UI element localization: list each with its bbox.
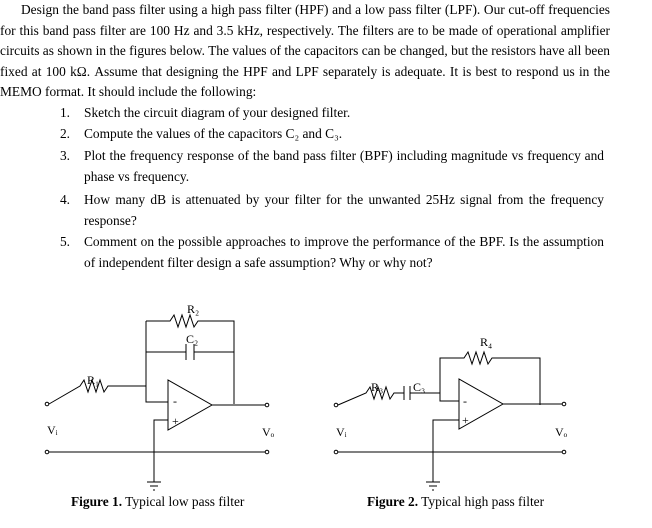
label-vout: Vₒ — [262, 425, 275, 439]
input-ground-terminal — [334, 450, 338, 454]
label-r4: R₄ — [480, 335, 493, 349]
output-terminal — [562, 402, 566, 406]
output-terminal — [265, 403, 269, 407]
caption-label: Figure 1. — [71, 494, 123, 509]
label-minus: - — [463, 394, 467, 408]
question-text: Sketch the circuit diagram of your designed filter. — [84, 105, 351, 120]
question-text: How many dB is attenuated by your filter for the unwanted 25Hz signal from the frequency response? — [84, 192, 604, 228]
inverting-node-wire — [440, 393, 459, 401]
capacitor-c2 — [146, 344, 234, 404]
ground-symbol — [147, 420, 168, 490]
label-minus: - — [173, 394, 177, 408]
ground-symbol — [426, 420, 459, 490]
question-number: 2. — [59, 126, 70, 141]
label-r1: R₁ — [87, 373, 100, 387]
question-number: 4. — [59, 192, 70, 207]
resistor-r3 — [338, 387, 402, 405]
caption-text: Typical high pass filter — [418, 494, 545, 509]
high-pass-filter-circuit — [334, 352, 566, 490]
figure2-caption — [367, 494, 544, 510]
output-ground-terminal — [265, 450, 269, 454]
low-pass-filter-circuit — [45, 315, 269, 490]
question-text: Comment on the possible approaches to improve the performance of the BPF. Is the assumption of independent filter design a safe assumption? Why or why not? — [84, 234, 604, 270]
question-text: Plot the frequency response of the band pass filter (BPF) including magnitude vs frequency and phase vs frequency. — [84, 148, 604, 184]
label-vin: Vᵢ — [336, 425, 347, 439]
label-plus: + — [462, 413, 469, 427]
label-c2: C₂ — [186, 332, 199, 346]
question-number: 5. — [59, 234, 70, 249]
label-r3: R₃ — [371, 380, 384, 394]
caption-label: Figure 2. — [367, 494, 419, 509]
label-vout: Vₒ — [555, 425, 568, 439]
output-ground-terminal — [562, 450, 566, 454]
inverting-node-wire — [146, 321, 168, 402]
question-text: Compute the values of the capacitors C₂ and C₃. — [84, 126, 343, 141]
question-number: 3. — [59, 148, 70, 163]
problem-intro: Design the band pass filter using a high pass filter (HPF) and a low pass filter (LPF). Our cut-off frequencies for this band pass filter are 100 Hz and 3.5 kHz, respectively. The filters are to be made of operational amplifier circuits as shown in the figures below. The values of the capacitors can be changed, but the resistors have all been fixed at 100 kΩ. Assume that designing the HPF and LPF separately is adequate. It is best to respond us in the MEMO format. It should include the following: — [0, 2, 610, 100]
figure1-caption — [71, 494, 244, 510]
label-r2: R₂ — [187, 302, 200, 316]
caption-text: Typical low pass filter — [122, 494, 245, 509]
label-plus: + — [172, 414, 179, 428]
input-ground-terminal — [45, 450, 49, 454]
question-number: 1. — [59, 105, 70, 120]
input-terminal — [334, 403, 338, 407]
input-terminal — [45, 402, 49, 406]
label-vin: Vᵢ — [47, 423, 58, 437]
label-c3: C₃ — [413, 380, 426, 394]
